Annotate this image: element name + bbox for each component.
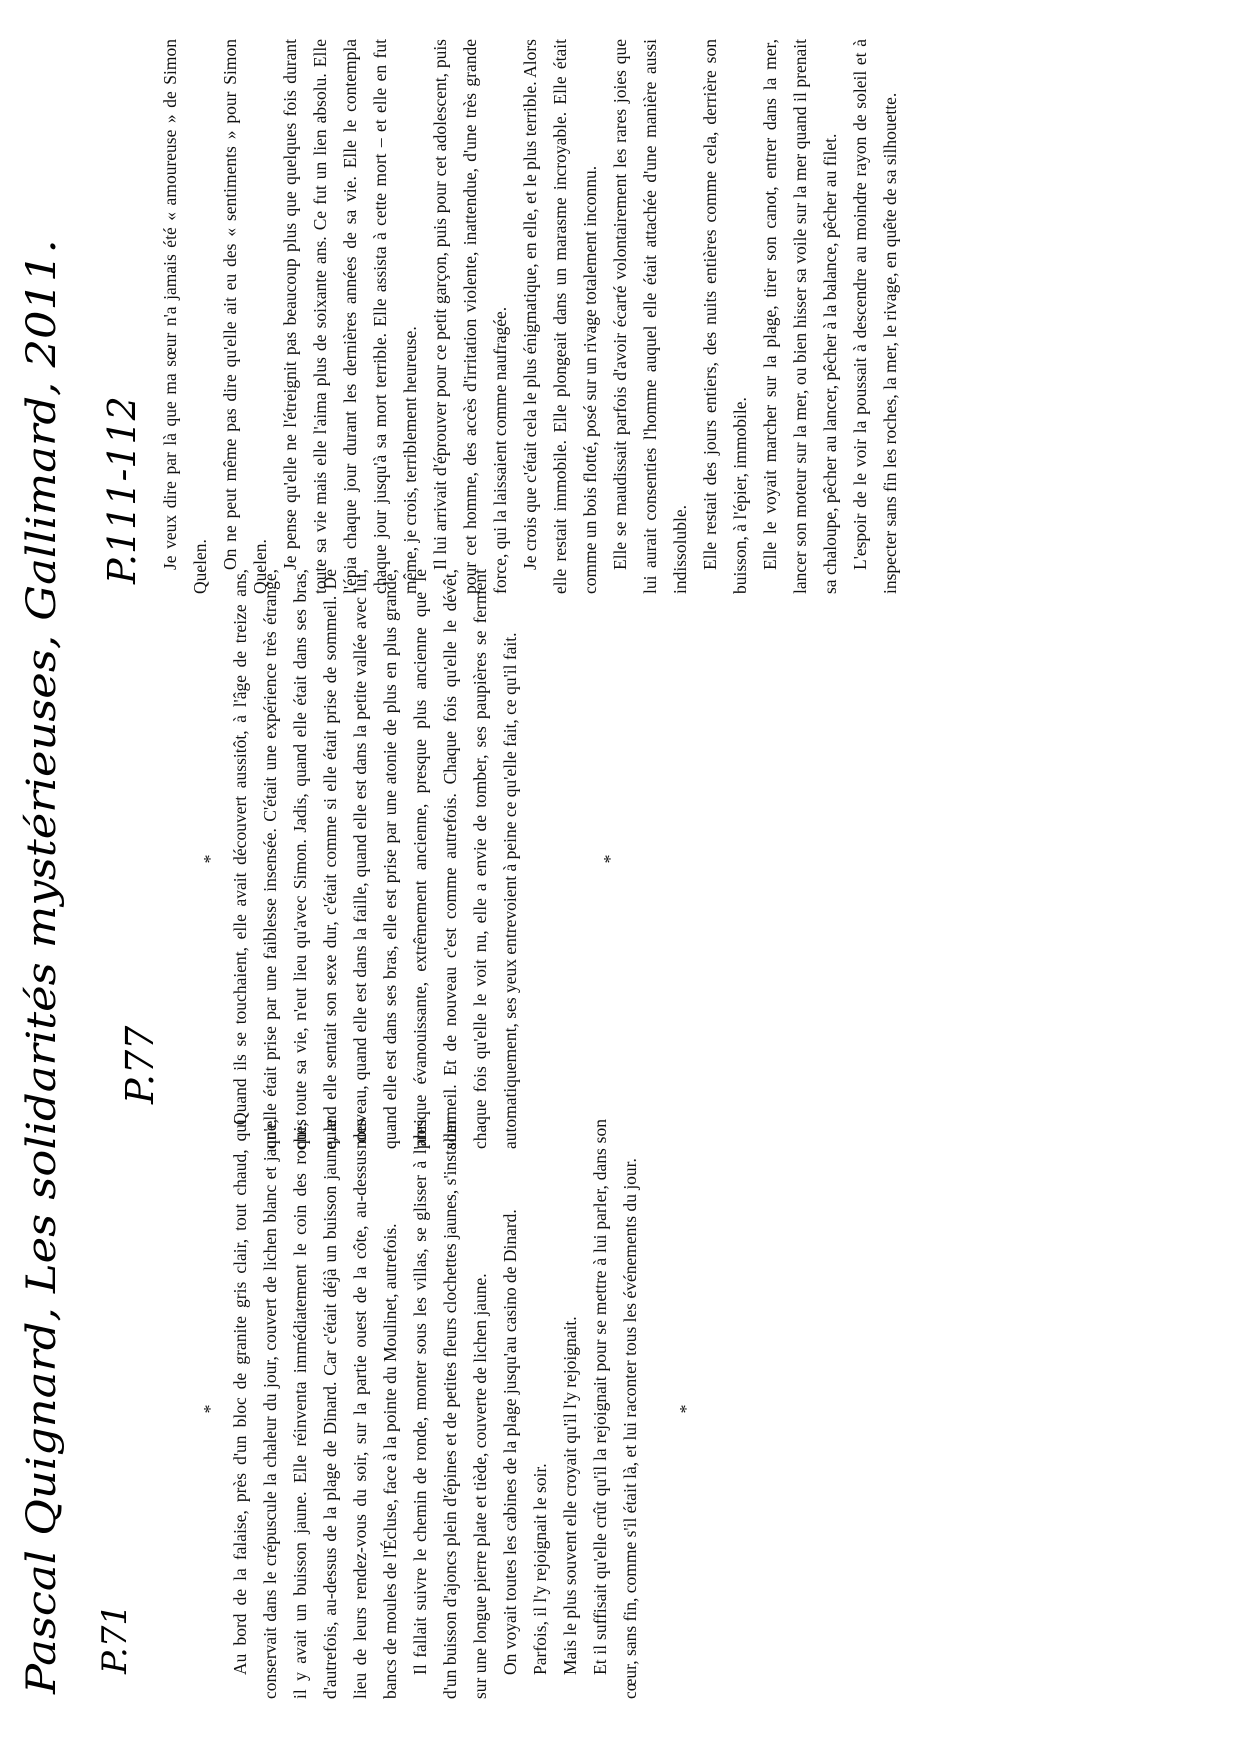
text-column-1 — [195, 1119, 701, 1699]
paragraph: L'espoir de le voir la poussait à descendre au moindre rayon de soleil et à inspecter sans fin les roches, la mer, le rivage, en quête de sa silhouette. — [850, 39, 900, 594]
paragraph: Elle se maudissait parfois d'avoir écarté volontairement les rares joies que lui aurait consenties l'homme auquel elle était attachée d'une manière aussi indissoluble. — [610, 39, 690, 594]
paragraph: Je veux dire par là que ma sœur n'a jamais été « amoureuse » de Simon Quelen. — [160, 39, 210, 594]
paragraph: Je crois que c'était cela le plus énigmatique, en elle, et le plus terrible. Alors elle restait immobile. Elle plongeait dans un marasme incroyable. Elle était comme un bois flotté, posé sur un rivage totalement inconnu. — [520, 39, 600, 594]
paragraph: Au bord de la falaise, près d'un bloc de granite gris clair, tout chaud, qui conservait dans le crépuscule la chaleur du jour, couvert de lichen blanc et jaune, il y avait un buisson jaune. Elle réinventa immédiatement le coin des roches d'autrefois, au-dessus de la plage de Dinard. Car c'était déjà un buisson jaune, le lieu de leurs rendez-vous du soir, sur la partie ouest de la côte, au-dessus des bancs de moules de l'Écluse, face à la pointe du Moulinet, autrefois. — [230, 1119, 400, 1699]
paragraph: Il lui arrivait d'éprouver pour ce petit garçon, puis pour cet adolescent, puis pour cet homme, des accès d'irritation violente, inattendue, d'une très grande force, qui la laissaient comme naufragée. — [430, 39, 510, 594]
section-separator: * — [600, 854, 620, 864]
page-note-71: P.71 — [95, 1603, 135, 1674]
paragraph: Mais le plus souvent elle croyait qu'il l'y rejoignait. — [560, 1316, 580, 1675]
section-separator: * — [200, 854, 220, 864]
handwritten-citation: Pascal Quignard, Les solidarités mystérieuses, Gallimard, 2011. — [19, 239, 65, 1694]
text-column-2 — [195, 569, 625, 1149]
paragraph: Elle le voyait marcher sur la plage, tirer son canot, entrer dans la mer, lancer son moteur sur la mer, ou bien hisser sa voile sur la mer quand il prenait sa chaloupe, pêcher au lancer, pêcher à la balance, pêcher au filet. — [760, 39, 840, 594]
paragraph: Je pense qu'elle ne l'étreignit pas beaucoup plus que quelques fois durant toute sa vie mais elle l'aima plus de soixante ans. Ce fut un lien absolu. Elle l'épia chaque jour durant les dernières années de sa vie. Elle le contempla chaque jour jusqu'à sa mort terrible. Elle assista à cette mort – et elle en fut même, je crois, terriblement heureuse. — [280, 39, 420, 594]
page-note-77: P.77 — [118, 1025, 162, 1104]
paragraph: Il fallait suivre le chemin de ronde, monter sous les villas, se glisser à l'abri d'un buisson d'ajoncs plein d'épines et de petites fleurs clochettes jaunes, s'installer sur une longue pierre plate et tiède, couverte de lichen jaune. — [410, 1119, 490, 1699]
section-separator: * — [200, 1404, 220, 1414]
page-note-111-112: P.111-112 — [100, 396, 144, 584]
paragraph: Et il suffisait qu'elle crût qu'il la rejoignait pour se mettre à lui parler, dans son cœur, sans fin, comme s'il était là, et lui raconter tous les événements du jour. — [590, 1119, 640, 1699]
paragraph: Parfois, il l'y rejoignait le soir. — [530, 1463, 550, 1675]
section-separator: * — [676, 1404, 696, 1414]
paragraph: On voyait toutes les cabines de la plage jusqu'au casino de Dinard. — [500, 1209, 520, 1675]
paragraph: Quand ils se touchaient, elle avait découvert aussitôt, à l'âge de treize ans, qu'elle était prise par une faiblesse insensée. C'était une expérience très étrange, qui, toute sa vie, n'eut lieu qu'avec Simon. Jadis, quand elle était dans ses bras, quand elle sentait son sexe dur, c'était comme si elle était prise de sommeil. De nouveau, quand elle est dans la faille, quand elle est dans la petite vallée avec lui, quand elle est dans ses bras, elle est prise par une atonie de plus en plus grande, presque évanouissante, extrêmement ancienne, presque plus ancienne que le sommeil. Et de nouveau c'est comme autrefois. Chaque fois qu'elle le dévêt, chaque fois qu'elle le voit nu, elle a envie de tomber, ses paupières se ferment automatiquement, ses yeux entrevoient à peine ce qu'elle fait, ce qu'il fait. — [230, 569, 520, 1149]
paragraph: Elle restait des jours entiers, des nuits entières comme cela, derrière son buisson, à l'épier, immobile. — [700, 39, 750, 594]
text-column-3 — [155, 39, 905, 594]
paragraph: On ne peut même pas dire qu'elle ait eu des « sentiments » pour Simon Quelen. — [220, 39, 270, 594]
